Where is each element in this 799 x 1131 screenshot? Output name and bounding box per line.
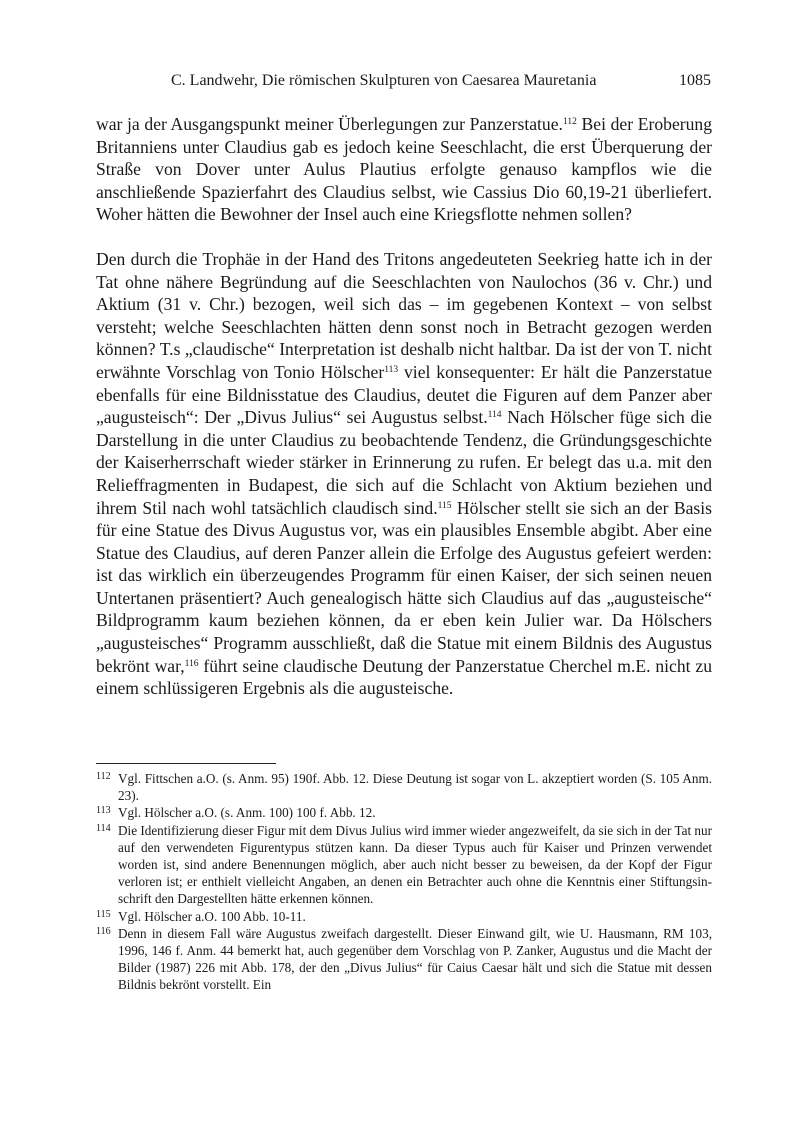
footnote-113 <box>96 804 712 821</box>
running-title: C. Landwehr, Die römischen Skulpturen von Caesarea Mauretania <box>171 72 597 89</box>
footnote-number: 112 <box>96 771 111 782</box>
footnote-ref-115[interactable]: 115 <box>437 500 452 511</box>
footnote-number: 116 <box>96 925 111 937</box>
footnote-114 <box>96 822 712 908</box>
page-number: 1085 <box>679 72 711 89</box>
footnote-text: Denn in diesem Fall wäre Augustus zweifach dargestellt. Dieser Einwand gilt, wie U. Hausmann, RM 103, 1996, 146 f. Anm. 44 bemerkt hat, auch gegenüber dem Vorschlag von P. Zanker, Augustus und die Macht der Bilder (1987) 226 mit Abb. 178, der den „Divus Julius“ für Caius Caesar hält und sich die Statue mit dessen Bildnis bekrönt vorstellt. Ein <box>118 925 712 993</box>
footnote-112 <box>96 770 712 804</box>
footnote-ref-113[interactable]: 113 <box>384 365 399 376</box>
paragraph-2 <box>96 248 712 700</box>
footnote-text: Vgl. Fittschen a.O. (s. Anm. 95) 190f. Abb. 12. Diese Deutung ist sogar von L. akzeptiert worden (S. 105 Anm. 23). <box>118 771 712 804</box>
paragraph-1 <box>96 113 712 226</box>
footnote-115 <box>96 908 712 925</box>
text-segment: viel konsequenter: Er hält die Panzerstatue ebenfalls für eine Bildnisstatue des Claudius, deutet die Figuren auf dem Panzer aber „augusteisch“: Der „Divus Julius“ sei Augustus selbst. <box>96 361 712 428</box>
footnote-divider <box>96 763 276 764</box>
footnote-text: Die Identifizierung dieser Figur mit dem Divus Julius wird immer wieder angezweifelt, da sie sich in der Tat nur auf den verwendeten Figurentypus stützen kann. Da dieser Typus auch für Kaiser und Prinzen verwendet worden ist, sind andere Benennungen möglich, aber auch nicht besser zu beweisen, da der Kopf der Figur verloren ist; er enthielt vielleicht Angaben, an denen ein Betrachter auch ohne die Kenntnis einer Stiftungsinschrift den Dargestellten hätte erkennen können. <box>118 822 712 907</box>
footnote-number: 114 <box>96 822 111 834</box>
footnotes <box>96 770 712 994</box>
text-segment: Den durch die Trophäe in der Hand des Tritons angedeuteten Seekrieg hatte ich in der Tat ohne nähere Begründung auf die Seeschlachten von Naulochos (36 v. Chr.) und Aktium (31 v. Chr.) bezogen, weil sich das – im gegebenen Kontext – von selbst versteht; welche Seeschlachten hätten denn sonst noch in Betracht gezogen werden können? T.s „claudische“ Interpretation ist deshalb nicht haltbar. Da ist der von T. nicht erwähnte Vorschlag von Tonio Hölscher <box>96 248 712 382</box>
text-segment: führt seine claudische Deutung der Panzerstatue Cherchel m.E. nicht zu einem schlüssigeren Ergebnis als die augusteische. <box>96 655 712 699</box>
text-segment: Bei der Eroberung Britanniens unter Claudius gab es jedoch keine Seeschlacht, die erst Überquerung der Straße von Dover unter Aulus Plautius erfolgte genauso kampflos wie die anschließende Spazierfahrt des Claudius selbst, wie Cassius Dio 60,19-21 überliefert. Woher hätten die Bewohner der Insel auch eine Kriegsflotte nehmen sollen? <box>96 114 712 225</box>
footnote-text: Vgl. Hölscher a.O. (s. Anm. 100) 100 f. Abb. 12. <box>118 805 376 821</box>
footnote-text: Vgl. Hölscher a.O. 100 Abb. 10-11. <box>118 908 306 924</box>
footnote-ref-112[interactable]: 112 <box>562 117 577 128</box>
footnote-ref-116[interactable]: 116 <box>184 658 199 669</box>
footnote-number: 113 <box>96 805 111 817</box>
footnote-116 <box>96 925 712 994</box>
text-segment: war ja der Ausgangspunkt meiner Überlegungen zur Panzerstatue. <box>96 114 563 134</box>
footnote-ref-114[interactable]: 114 <box>487 410 502 421</box>
text-segment: Hölscher stellt sie sich an der Basis für eine Statue des Divus Augustus vor, was ein plausibles Ensemble abgibt. Aber eine Statue des Claudius, auf deren Panzer allein die Erfolge des Augustus gefeiert werden: ist das wirklich ein überzeugendes Programm für einen Kaiser, der sich seinen neuen Untertanen präsentiert? Auch genealogisch hätte sich Claudius auf das „augusteische“ Bildprogramm kaum beziehen können, da er eben kein Julier war. Da Hölschers „augusteisches“ Programm ausschließt, daß die Statue mit einem Bildnis des Augustus bekrönt war, <box>96 497 712 676</box>
text-segment: Nach Hölscher füge sich die Darstellung in die unter Claudius zu beobachtende Tendenz, die Gründungsgeschichte der Kaiserherrschaft wieder stärker in Erinnerung zu rufen. Er belegt das u.a. mit den Relieffragmenten in Budapest, die sich auf die Schlacht von Aktium beziehen und ihrem Stil nach wohl tatsächlich claudisch sind. <box>96 407 712 518</box>
footnote-number: 115 <box>96 908 111 920</box>
main-text <box>96 113 712 700</box>
